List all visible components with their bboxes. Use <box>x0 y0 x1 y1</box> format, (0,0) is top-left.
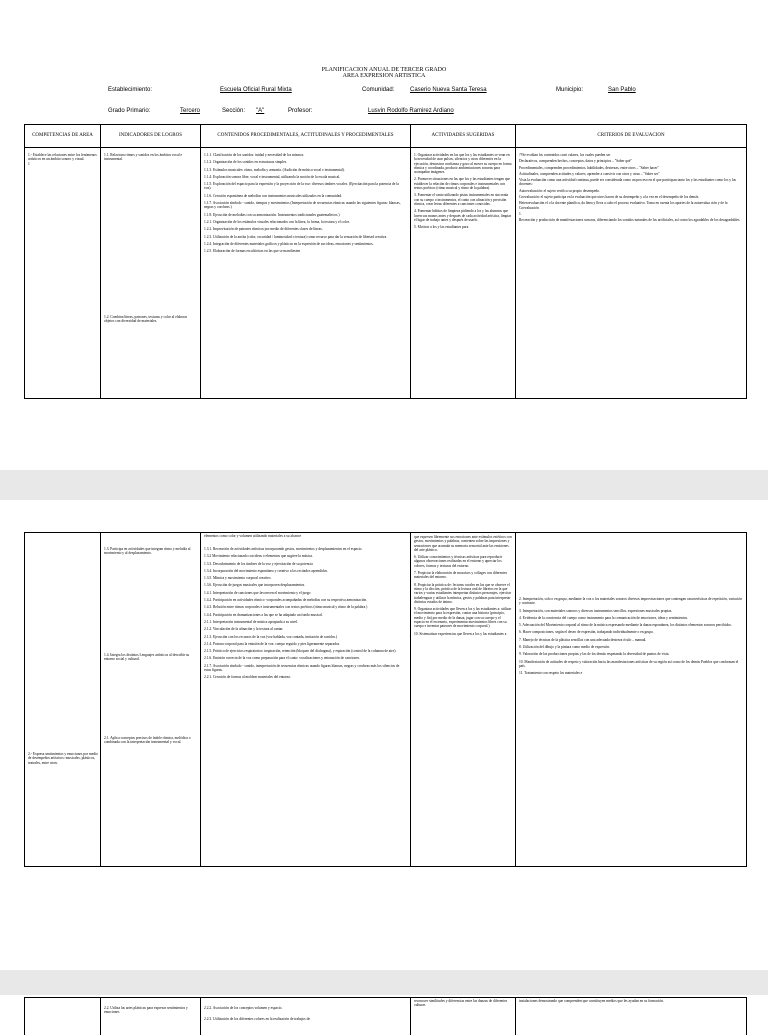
planning-table-page-3 <box>24 997 747 1035</box>
grado-value: Tercero <box>180 108 201 114</box>
contenido-item: 1.3.1. Recreación de actividades artísticas incorporando gestos, movimientos y desplazamientos en el espacio. <box>204 547 363 551</box>
indicador-1-1: 1.1. Relaciona ritmos y sonidos en los ámbitos vocal e instrumental. <box>104 153 183 162</box>
actividad-item: 1. Organizar actividades en las que los y las estudiantes se vean en la necesidad de usar pulsos, silencios y otros diferentes en la ejecución, demostrar confianza y gozo al mover su cuerpo en forma rítmica y coordinada, producir ambientaciones sonoras para acompañar imágenes. <box>414 153 512 175</box>
actividad-item: 5. Motivar a los y las estudiantes para <box>414 225 469 230</box>
profesor-label: Profesor: <box>288 108 313 114</box>
header-competencias: COMPETENCIAS DE AREA <box>32 133 93 138</box>
municipio-label: Municipio: <box>556 87 584 93</box>
contenido-item: 2.2.1. Creación de formas al moldear materiales del entorno. <box>204 675 292 680</box>
contenido-item: 1.2.5. Elaboración de formas escultóricas en las que se manifiesten <box>204 249 301 254</box>
contenido-item: 2.1.2. Vinculación de la afinación y la textura al cantar. <box>204 627 284 632</box>
indicador-2-2: 2.2. Utiliza las artes plásticas para expresar sentimientos y emociones <box>104 1006 188 1015</box>
contenidos-list <box>204 153 407 399</box>
criterio-item: 1. <box>519 211 522 216</box>
contenido-item: 1.3.5. Mímica y movimiento corporal creativo. <box>204 576 272 581</box>
contenido-2-2-2: 2.2.2. Asociación de los conceptos volumen y espacio. <box>204 1006 283 1010</box>
comunidad-value: Caserio Nueva Santa Teresa <box>410 87 487 93</box>
criterio-item: 3. Interpretación, con materiales sonoros y diversos instrumentos sencillos, expresiones musicales propias. <box>519 608 673 613</box>
competencia-1: 1.- Establece las relaciones entre los fenómenos artísticos en un ámbito sonoro y visual. 1 <box>28 153 97 166</box>
actividad-item: que expresen libremente sus emociones ante estímulos estéticos con gestos, movimientos y palabras, comenten sobre las impresiones y sensaciones que acumula su memoria sensorial ante las emisiones del arte plástico. <box>414 535 512 552</box>
criterio-item: Autoevaluación: el sujeto verifica su propio desempeño. <box>519 188 600 193</box>
indicador-2-1: 2.1. Aplica conceptos precisos de índole rítmica, melódica o combinada con la interpretación instrumental y vocal. <box>104 736 191 745</box>
header-criterios: CRITERIOS DE EVALUACION <box>597 133 665 138</box>
document-page-1 <box>0 0 768 470</box>
municipio-value: San Pablo <box>608 87 636 93</box>
criterio-item: Actitudinales, comprenden actitudes y valores, aprender a convivir con otros y otras – "Saber ser" <box>519 171 660 176</box>
indicador-1-3: 1.3. Participa en actividades que integran ritmo y melodía al movimiento y al desplazamiento. <box>104 547 191 556</box>
header-indicadores: INDICADORES DE LOGROS <box>118 133 183 138</box>
contenido-item: 1.1.7. Asociación símbolo - sonido, tiempos y movimientos (Interpretación de secuencias rítmicas usando las siguientes figuras: blancas, negras y corcheas.) <box>204 201 401 210</box>
criterios-list <box>519 597 743 867</box>
contenido-item: 1.4.3. Relación entre ritmos corporales e instrumentales con textos poéticos (ritmo musical y ritmo de la palabra.) <box>204 605 368 610</box>
header-contenidos: CONTENIDOS PROCEDIMENTALES, ACTITUDINALES Y PROCEDIMENTALES <box>217 133 394 138</box>
contenido-item: 1.2.3. Utilización de la ancha (color, oscuridad / luminosidad o textura) como recurso para dar la sensación de libertad creativa. <box>204 234 388 239</box>
contenidos-list <box>204 547 407 867</box>
document-page-2 <box>0 500 768 970</box>
competencia-2: 2.- Expresa sentimientos y emociones por medio de desempeños artísticos: musicales, plásticos, teatrales, entre otros. <box>28 752 98 765</box>
contenido-item: 1.3.2 Movimiento relacionado con ideas o elementos que sugiere la música. <box>204 554 313 559</box>
actividad-item: 9. Organizar actividades que lleven a los y las estudiantes a: utilizar el movimiento para la expresión, contar una historia (principio, medio y fin) por medio de la danza, jugar con su cuerpo y el espacio en el escenario, experimentar movimientos libres con su cuerpo e inventar patrones de movimiento corporal.) <box>414 607 512 629</box>
contenido-item: 1.4.2. Participación en actividades rítmico -corporales acompañadas de melodías con su respectiva armonización. <box>204 598 368 603</box>
actividad-item: 6. Utilizar conocimientos y técnicas artísticas para reproducir algunos observaciones realizadas en el entorno y apreciar los colores, formas y texturas del entorno. <box>414 555 503 568</box>
contenido-item: 1.4.4. Participación en dramatizaciones a las que se ha adaptado un fondo musical. <box>204 612 323 617</box>
criterio-item: 2. Interpretación, solo o en grupo, mediante la voz o los materiales sonoros diversos improvisaciones que contengan características de repetición, variación y contraste. <box>519 597 742 606</box>
planning-table-page-2 <box>24 532 747 867</box>
criterio-item: 8. Utilización del dibujo y la pintura como medio de expresión. <box>519 645 611 650</box>
contenido-item: 1.3.3. Descubrimiento de los timbres de la voz y ejercitación de su potencia <box>204 561 313 566</box>
criterio-item: 10. Manifestación de actitudes de respeto y valoración hacia las manifestaciones artísticas de su región así como de los demás Pueblos que conforman el país. <box>519 659 739 668</box>
actividad-item: 10. Sistematizar experiencias que lleven a los y las estudiantes a <box>414 631 507 636</box>
contenido-item: 1.3.6. Ejecución de juegos musicales que incorporen desplazamientos. <box>204 583 306 588</box>
criterio-item: 9. Valoración de las producciones propias y las de los demás respetando la diversidad de puntos de vista. <box>519 652 670 657</box>
contenido-item: 1.1.3. Estímulos musicales: ritmo, melodía y armonía. (Audición de música vocal e instrumental). <box>204 167 345 172</box>
criterio-continuation: instalaciones demostrando que comprenden que constituyen medios que les ayudan en su formación. <box>519 999 664 1003</box>
contenido-item: 2.1.5. Práctica de ejercicios respiratorios: inspiración, retención (bloqueo del diafragma), y espiración (control de la columna de aire). <box>204 649 397 654</box>
document-subtitle: AREA EXPRESION ARTISTICA <box>342 73 426 79</box>
contenido-item: 2.1.7. Asociación símbolo - sonido, interpretación de secuencias rítmicas usando figuras blancas, negras y corcheas más los silencios de estas figuras. <box>204 663 400 673</box>
criterio-item: Heteroevaluación el o la docente planifica, da línea y lleva a cabo el proceso evaluativo. Toma en cuenta los aportes de la autoevalua ción y de la Coevaluación <box>519 201 728 210</box>
criterio-item: 6. Hacer composiciones, según el deseo de expresión, trabajando individualmente o en grupo. <box>519 630 654 635</box>
actividad-item: 7. Propiciar la elaboración de mosaicos y collages con diferentes materiales del entorno. <box>414 571 508 580</box>
criterio-item: 4. Evidencia de la conciencia del cuerpo como instrumento para la comunicación de emociones, ideas y sentimientos. <box>519 615 688 620</box>
contenido-item: 1.1.5. Exploración del espacio para la expresión y la proyección de la voz: diversos timbres vocales. (Ejercitación para la potencia de la voz). <box>204 182 399 191</box>
actividades-list <box>414 153 512 399</box>
contenido-item: 1.1.1. Clasificación de los sonidos: intdad y necesidad de los mismos. <box>204 153 305 157</box>
criterio-item: ??Se evalúan los contenidos curri culares, los cuales pueden ser <box>519 153 611 157</box>
criterios-list <box>519 153 743 399</box>
criterio-item: 5. Adecuación del Movimiento corporal al ritmo de la música expresando mediante la danza espontánea, los distintos elementos sonoros percibidos. <box>519 623 732 628</box>
contenido-item: 2.1.3. Ejecución con los recursos de la voz (voz hablada, voz cantada, imitación de sonidos.) <box>204 634 338 639</box>
grado-label: Grado Primario: <box>108 108 151 114</box>
contenido-item: 1.4.1. Interpretación de canciones que favorecen el movimiento y el juego <box>204 590 311 595</box>
seccion-label: Sección: <box>222 108 246 114</box>
indicador-1-2: 1.2. Combina líneas, patrones, texturas y color al elaborar objetos con diversidad de materiales. <box>104 315 188 324</box>
contenido-item: 1.2.1. Organización de los estímulos visuales relacionados con la línea, la forma, la textura y el color. <box>204 219 350 224</box>
criterio-item: 7. Manejo de técnicas de la plástica sencillas con una adecuada destreza óculo – manual. <box>519 637 647 642</box>
contenido-item: 2.1.6. Emisión correcta de la voz como preparación para el canto: vocalizaciones y entonación de canciones. <box>204 656 360 661</box>
contenido-item: 1.3.4. Incorporación del movimiento espontáneo y creativo a los recitados aprendidos. <box>204 568 328 573</box>
criterio-item: Coevaluación: el sujeto participa en la evaluación que otros hacen de su desempeño y a la vez en el desempeño de los demás. <box>519 195 700 200</box>
contenido-item: 1.1.2. Organización de los sonidos en estructuras simples. <box>204 160 288 165</box>
criterio-item: Declarativos, comprenden hechos, conceptos, datos y principios – "Saber qué" <box>519 159 632 164</box>
seccion-value: "A" <box>256 108 265 114</box>
header-actividades: ACTIVIDADES SUGERIDAS <box>431 133 495 138</box>
criterio-item: 11. Tratamiento con respeto los materiales e <box>519 671 583 676</box>
contenido-item: 2.1.1. Interpretación instrumental de música apropiada a su nivel. <box>204 619 299 624</box>
actividad-item: 4. Fomentar hábitos de limpieza pidiendo a los y las alumnos que laven sus manos antes y después de cada actividad artística, limpiar el lugar de trabajo antes y después de usarlo. <box>414 209 512 222</box>
document-page-3 <box>0 995 768 1035</box>
contenido-2-2-3: 2.2.3. Utilización de los diferentes colores en la realización de trabajos de <box>204 1017 310 1021</box>
contenido-item: 1.1.6. Creación espontánea de melodías con instrumentos musicales utilizados en la comunidad. <box>204 193 343 198</box>
contenido-item: 1.2.4. Integración de diferentes materiales gráficos y plásticos en la expresión de sus ideas, emociones y sentimientos. <box>204 241 374 246</box>
contenido-item: 1.2.2. Improvisación de patrones rítmicos por medio de diferentes clases de líneas. <box>204 227 323 232</box>
criterio-item: Recreación y producción de manifestaciones sonoras, diferenciando los sonidos naturales de los artificiales, así como los agradables de los desagradables. <box>519 218 741 223</box>
document-title: PLANIFICACION ANUAL DE TERCER GRADO <box>321 67 447 73</box>
criterio-item: Vista la evaluación como una actividad continua, puede ser considerada como un proceso en el que participan tanto los y las estudiantes como los y las docentes: <box>519 178 736 187</box>
establecimiento-value: Escuela Oficial Rural Mixta <box>220 87 292 93</box>
establecimiento-label: Establecimiento: <box>108 87 153 93</box>
planning-table-page-1 <box>24 124 747 399</box>
actividad-item: 8. Propiciar la práctica de: lecturas corales en las que se observe el ritmo y la dicción, práctica de la lectura oral de libretos en la que varios y varias estudiantes interpretan distintos personajes, ejercitar trabalenguas y utilizar la mímica, gestos y palabras para interpretar distintos estados de ánimo. <box>414 582 511 604</box>
comunidad-label: Comunidad: <box>362 87 395 93</box>
contenido-continuation: elementos como color y volumen utilizando materiales a su alcance <box>204 534 302 538</box>
contenido-item: 1.1.4. Exploración sonora libre, vocal e instrumental, utilizando la noción de la escala musical. <box>204 174 341 179</box>
indicador-1-4: 1.4. Integra los distintos Lenguajes artísticos al describir su entorno social y cultural. <box>104 653 190 662</box>
contenido-item: 1.1.8. Ejecución de melodías con su armonización. Instrumentos tradicionales guatemaltecos.) <box>204 212 340 217</box>
actividad-continuation: reconocer similitudes y diferencias entre las danzas de diferentes culturas <box>414 999 508 1008</box>
actividad-item: 3. Fomentar el canto utilizando pistas instrumentales en sincronía con su cuerpo o instrumentos, el canto con afinación y precisión rítmica, crear letras diferentes a canciones conocidas. <box>414 193 509 206</box>
criterio-item: Procedimentales, comprenden procedimientos, habilidades, destrezas, entre otros – "Saber hacer" <box>519 165 659 170</box>
contenido-item: 2.1.4. Postura corporal para la emisión de la voz: cuerpo erguido y pies ligeramente separados. <box>204 641 341 646</box>
actividad-item: 2. Promover situaciones en las que los y las estudiantes tengan que establecer la relación de ritmos corporales e instrumentales con textos poéticos (ritmo musical y ritmo de la palabra). <box>414 177 511 191</box>
actividades-list <box>414 535 512 867</box>
profesor-value: Lusvin Rodolfo Ramirez Ardiano <box>368 108 454 114</box>
